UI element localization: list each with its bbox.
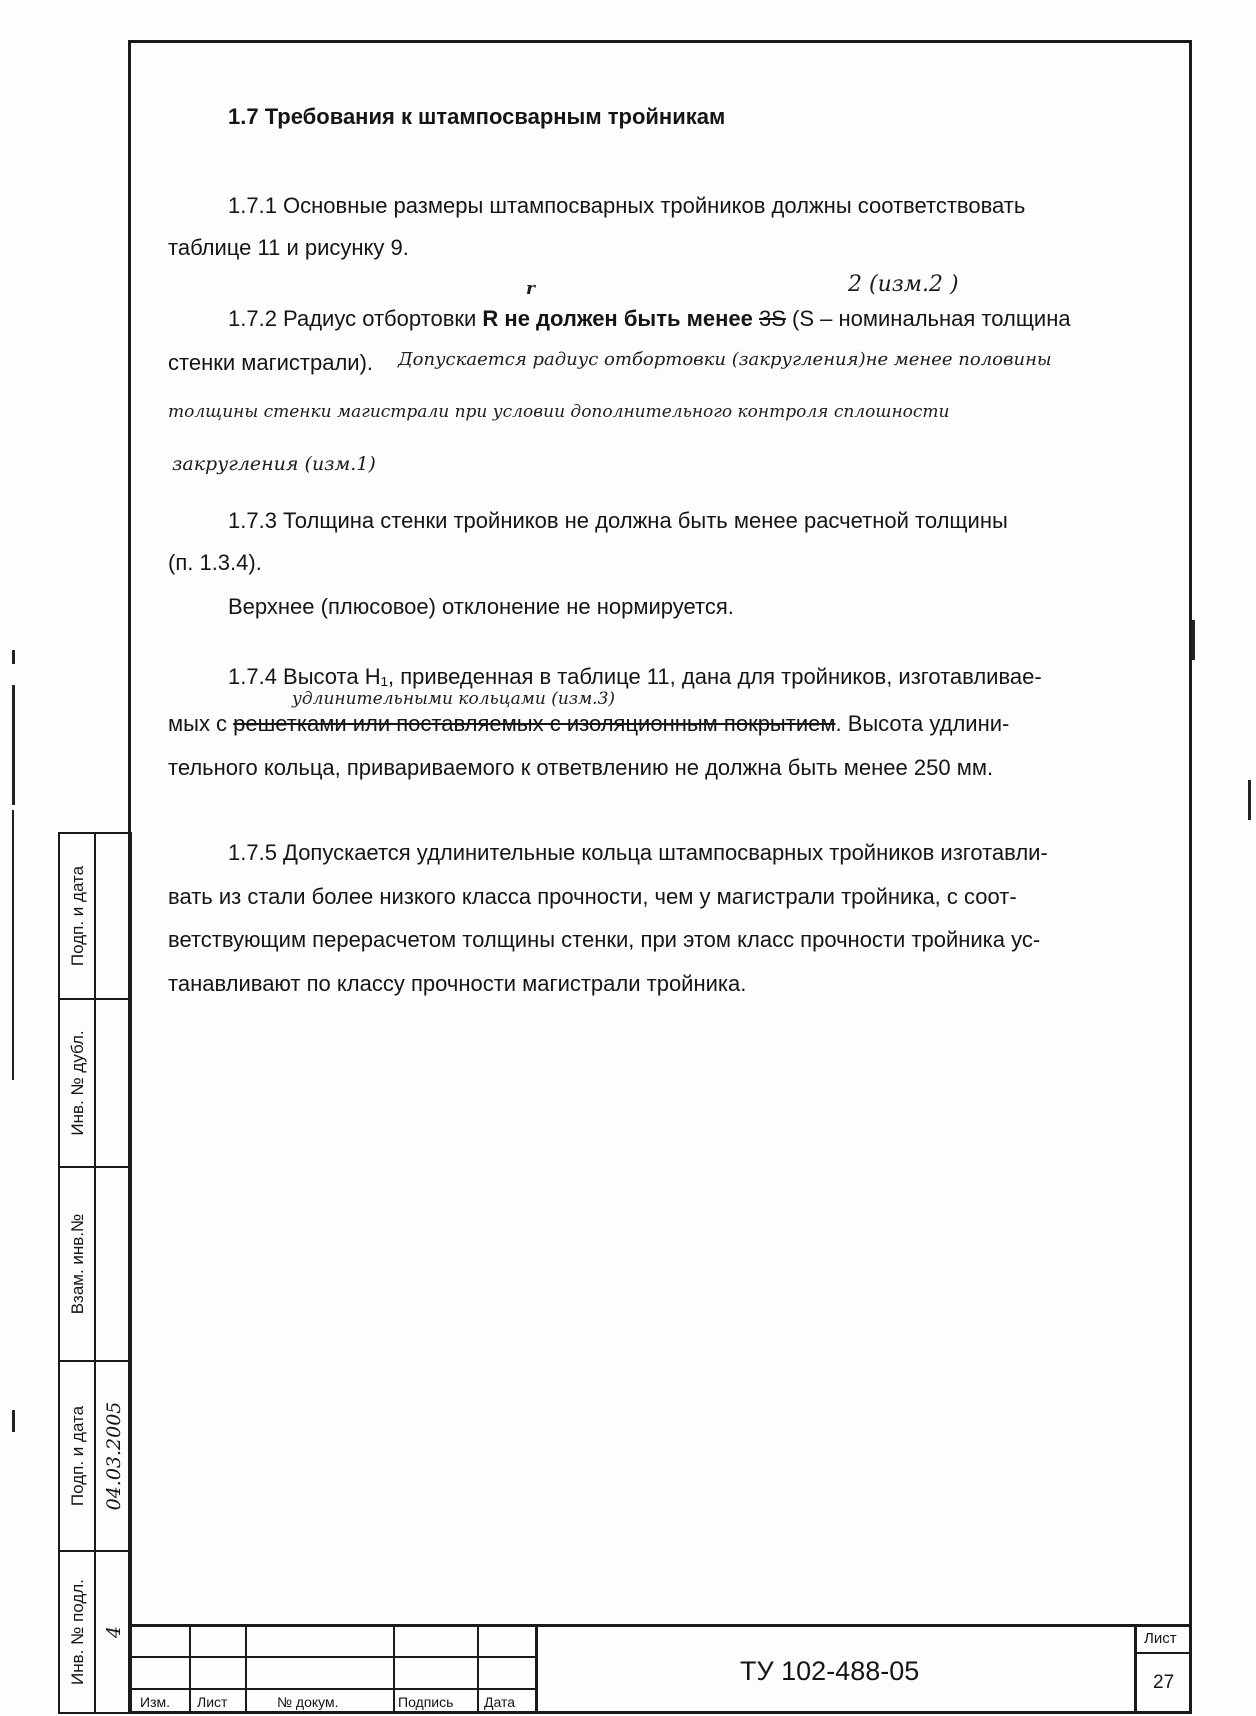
text-fragment: . Высота удлини- (835, 711, 1010, 736)
struck-symbol-r: R (482, 306, 499, 331)
inventory-number: 4 (103, 1625, 125, 1639)
title-block-vline (477, 1624, 479, 1714)
signature-date: 04.03.2005 (103, 1401, 125, 1511)
text-fragment: 1.7.2 Радиус отбортовки (228, 306, 483, 331)
side-stamp-label-text: Подп. и дата (68, 865, 87, 967)
scan-mark (12, 650, 15, 664)
scan-mark (12, 1410, 15, 1432)
text-fragment: (S – номинальная толщина (785, 306, 1071, 331)
title-block-vline (245, 1624, 247, 1714)
paragraph-1-7-5-line-4: танавливают по классу прочности магистрали тройника. (168, 971, 747, 996)
side-stamp-label (62, 1168, 96, 1360)
side-stamp-inv-podl (58, 1550, 132, 1714)
side-stamp-label-text: Подп. и дата (68, 1405, 87, 1507)
title-block-vline (1134, 1624, 1137, 1714)
title-block-vline (393, 1624, 395, 1714)
side-stamp-value (98, 834, 130, 998)
side-stamp-label (62, 834, 96, 998)
sheet-label: Лист (1144, 1630, 1177, 1647)
side-stamp-label (62, 1362, 96, 1550)
side-stamp-podp-data-1 (58, 832, 132, 1000)
side-stamp-label (62, 1000, 96, 1166)
paragraph-1-7-2-line-1 (228, 306, 1071, 332)
paragraph-1-7-4-line-3: тельного кольца, привариваемого к ответвлению не должна быть менее 250 мм. (168, 755, 994, 780)
title-block-vline (189, 1624, 191, 1714)
handwritten-correction-2: 2 (изм.2 ) (848, 272, 959, 297)
paragraph-1-7-4-line-1: 1.7.4 Высота H₁, приведенная в таблице 11, дана для тройников, изготавливае- (228, 664, 1042, 689)
document-code: ТУ 102-488-05 (740, 1656, 920, 1686)
page-frame (128, 40, 1192, 1714)
paragraph-1-7-4-line-2 (168, 711, 1009, 737)
side-stamp-podp-data-2 (58, 1360, 132, 1552)
side-stamp-label-text: Взам. инв.№ (68, 1213, 87, 1315)
side-stamp-label-text: Инв. № подл. (68, 1579, 87, 1685)
handwritten-addendum-line-1: Допускается радиус отбортовки (закругления)не менее половины (398, 349, 1052, 370)
paragraph-1-7-3-line-1: 1.7.3 Толщина стенки тройников не должна быть менее расчетной толщины (228, 508, 1008, 533)
text-fragment: не должен быть менее (498, 306, 760, 331)
paragraph-1-7-5-line-1: 1.7.5 Допускается удлинительные кольца штампосварных тройников изготавли- (228, 840, 1048, 865)
sheet-number: 27 (1153, 1672, 1175, 1693)
struck-text: решетками или поставляемых с изоляционным покрытием (233, 711, 836, 736)
title-block-hline (128, 1688, 536, 1690)
paragraph-1-7-3-line-2: (п. 1.3.4). (168, 550, 262, 575)
paragraph-1-7-2-line-2: стенки магистрали). (168, 350, 374, 375)
side-stamp-vzam-inv (58, 1166, 132, 1362)
column-izm: Изм. (140, 1694, 170, 1710)
paragraph-1-7-1-line-1: 1.7.1 Основные размеры штампосварных тройников должны соответствовать (228, 193, 1026, 218)
title-block-hline (1134, 1652, 1192, 1654)
scan-mark (12, 810, 14, 1080)
title-block-hline (128, 1656, 536, 1658)
column-list: Лист (197, 1694, 228, 1710)
handwritten-correction-r: r (526, 279, 535, 299)
side-stamp-label (62, 1552, 96, 1712)
side-stamp-inv-dubl (58, 998, 132, 1168)
column-podpis: Подпись (398, 1694, 454, 1710)
handwritten-addendum-line-2: толщины стенки магистрали при условии дополнительного контроля сплошности (168, 402, 950, 422)
side-stamp-value (98, 1552, 130, 1712)
side-stamp-label-text: Инв. № дубл. (68, 1030, 87, 1136)
section-title: 1.7 Требования к штампосварным тройникам (228, 104, 726, 129)
handwritten-addendum-line-3: закругления (изм.1) (172, 453, 376, 475)
side-stamp-value (98, 1362, 130, 1550)
paragraph-1-7-5-line-3: ветствующим перерасчетом толщины стенки, при этом класс прочности тройника ус- (168, 927, 1041, 952)
paragraph-1-7-3-line-3: Верхнее (плюсовое) отклонение не нормируется. (228, 594, 734, 619)
scan-mark (1248, 780, 1251, 820)
scan-mark (12, 685, 15, 805)
column-nodokum: № докум. (277, 1694, 339, 1710)
paragraph-1-7-1-line-2: таблице 11 и рисунку 9. (168, 235, 409, 260)
struck-symbol-3s: 3S (759, 306, 786, 331)
text-fragment: мых с (168, 711, 234, 736)
title-block-vline (535, 1624, 538, 1714)
handwritten-insert: удлинительными кольцами (изм.3) (292, 689, 616, 709)
side-stamp-value (98, 1168, 130, 1360)
column-data: Дата (484, 1694, 516, 1710)
paragraph-1-7-5-line-2: вать из стали более низкого класса прочности, чем у магистрали тройника, с соот- (168, 884, 1017, 909)
side-stamp-value (98, 1000, 130, 1166)
